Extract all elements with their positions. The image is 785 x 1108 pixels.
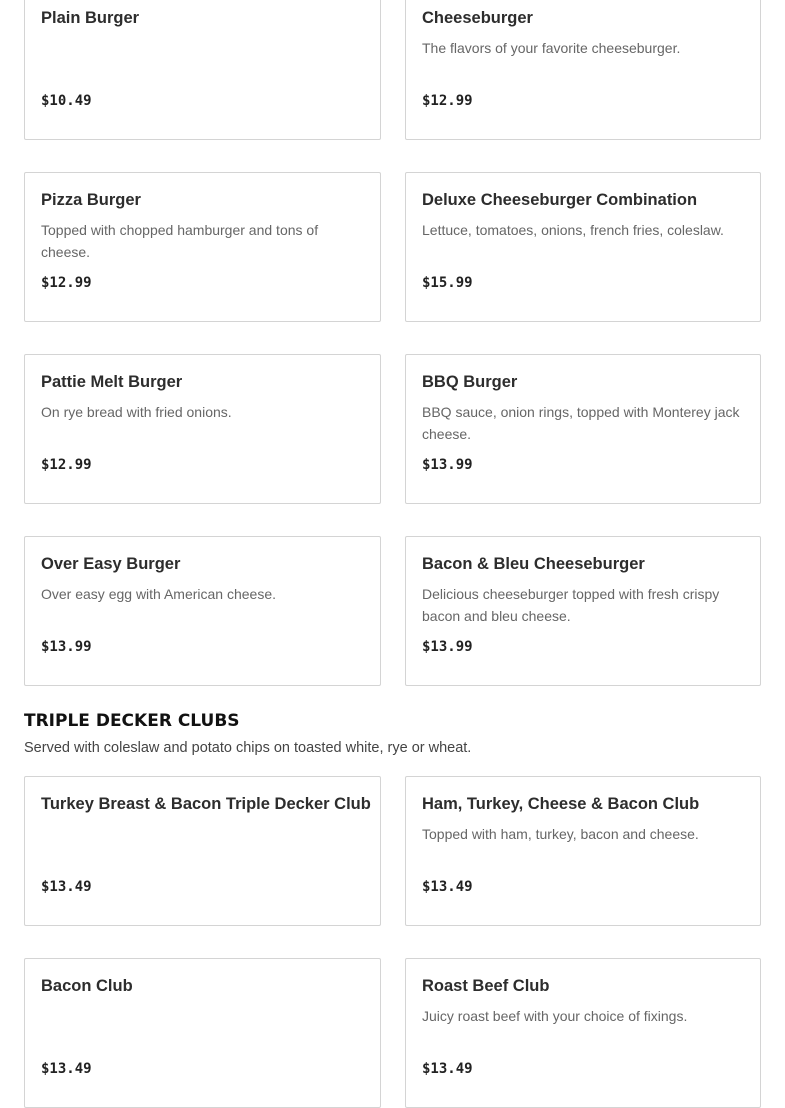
menu-item-description: BBQ sauce, onion rings, topped with Monterey jack cheese. <box>422 404 740 442</box>
menu-item-description: Lettuce, tomatoes, onions, french fries, coleslaw. <box>422 222 724 238</box>
menu-item-name: Deluxe Cheeseburger Combination <box>422 191 698 209</box>
clubs-menu-grid <box>24 776 761 1108</box>
menu-item-card[interactable] <box>405 536 761 686</box>
menu-item-card[interactable] <box>24 172 381 322</box>
menu-item-description: Topped with ham, turkey, bacon and cheese. <box>422 826 699 842</box>
menu-item-card[interactable] <box>405 354 761 504</box>
menu-item-card[interactable] <box>405 0 761 140</box>
menu-item-name: Pizza Burger <box>41 191 141 209</box>
menu-item-name: Cheeseburger <box>422 9 533 27</box>
menu-item-price: $13.49 <box>41 1061 92 1077</box>
menu-item-price: $13.49 <box>422 1061 473 1077</box>
menu-item-name: Ham, Turkey, Cheese & Bacon Club <box>422 795 700 813</box>
menu-item-description: On rye bread with fried onions. <box>41 404 232 420</box>
menu-item-description: The flavors of your favorite cheeseburger. <box>422 40 681 56</box>
menu-item-price: $10.49 <box>41 93 92 109</box>
menu-item-price: $15.99 <box>422 275 473 291</box>
menu-item-price: $13.99 <box>422 457 473 473</box>
menu-item-card[interactable] <box>24 958 381 1108</box>
menu-item-price: $13.49 <box>422 879 473 895</box>
menu-item-name: Roast Beef Club <box>422 977 550 995</box>
menu-item-price: $12.99 <box>41 457 92 473</box>
menu-item-name: Bacon Club <box>41 977 133 995</box>
menu-item-card[interactable] <box>24 0 381 140</box>
burgers-menu-grid <box>24 0 761 686</box>
menu-item-name: BBQ Burger <box>422 373 518 391</box>
menu-item-description: Delicious cheeseburger topped with fresh crispy bacon and bleu cheese. <box>422 586 720 624</box>
section-description: Served with coleslaw and potato chips on toasted white, rye or wheat. <box>24 740 472 756</box>
menu-item-card[interactable] <box>24 536 381 686</box>
menu-item-description: Topped with chopped hamburger and tons of cheese. <box>41 222 319 260</box>
menu-item-description: Juicy roast beef with your choice of fixings. <box>422 1008 688 1024</box>
menu-item-card[interactable] <box>405 958 761 1108</box>
menu-item-description: Over easy egg with American cheese. <box>41 586 277 602</box>
section-title: TRIPLE DECKER CLUBS <box>24 711 240 731</box>
menu-item-name: Bacon & Bleu Cheeseburger <box>422 555 645 573</box>
menu-item-card[interactable] <box>24 354 381 504</box>
menu-item-name: Pattie Melt Burger <box>41 373 183 391</box>
menu-item-price: $13.99 <box>41 639 92 655</box>
menu-item-name: Over Easy Burger <box>41 555 181 573</box>
menu-item-price: $12.99 <box>422 93 473 109</box>
menu-item-card[interactable] <box>405 172 761 322</box>
menu-item-price: $12.99 <box>41 275 92 291</box>
menu-item-name: Turkey Breast & Bacon Triple Decker Club <box>41 795 371 813</box>
menu-item-price: $13.99 <box>422 639 473 655</box>
menu-item-price: $13.49 <box>41 879 92 895</box>
menu-item-card[interactable] <box>405 776 761 926</box>
menu-item-card[interactable] <box>24 776 381 926</box>
menu-item-name: Plain Burger <box>41 9 140 27</box>
